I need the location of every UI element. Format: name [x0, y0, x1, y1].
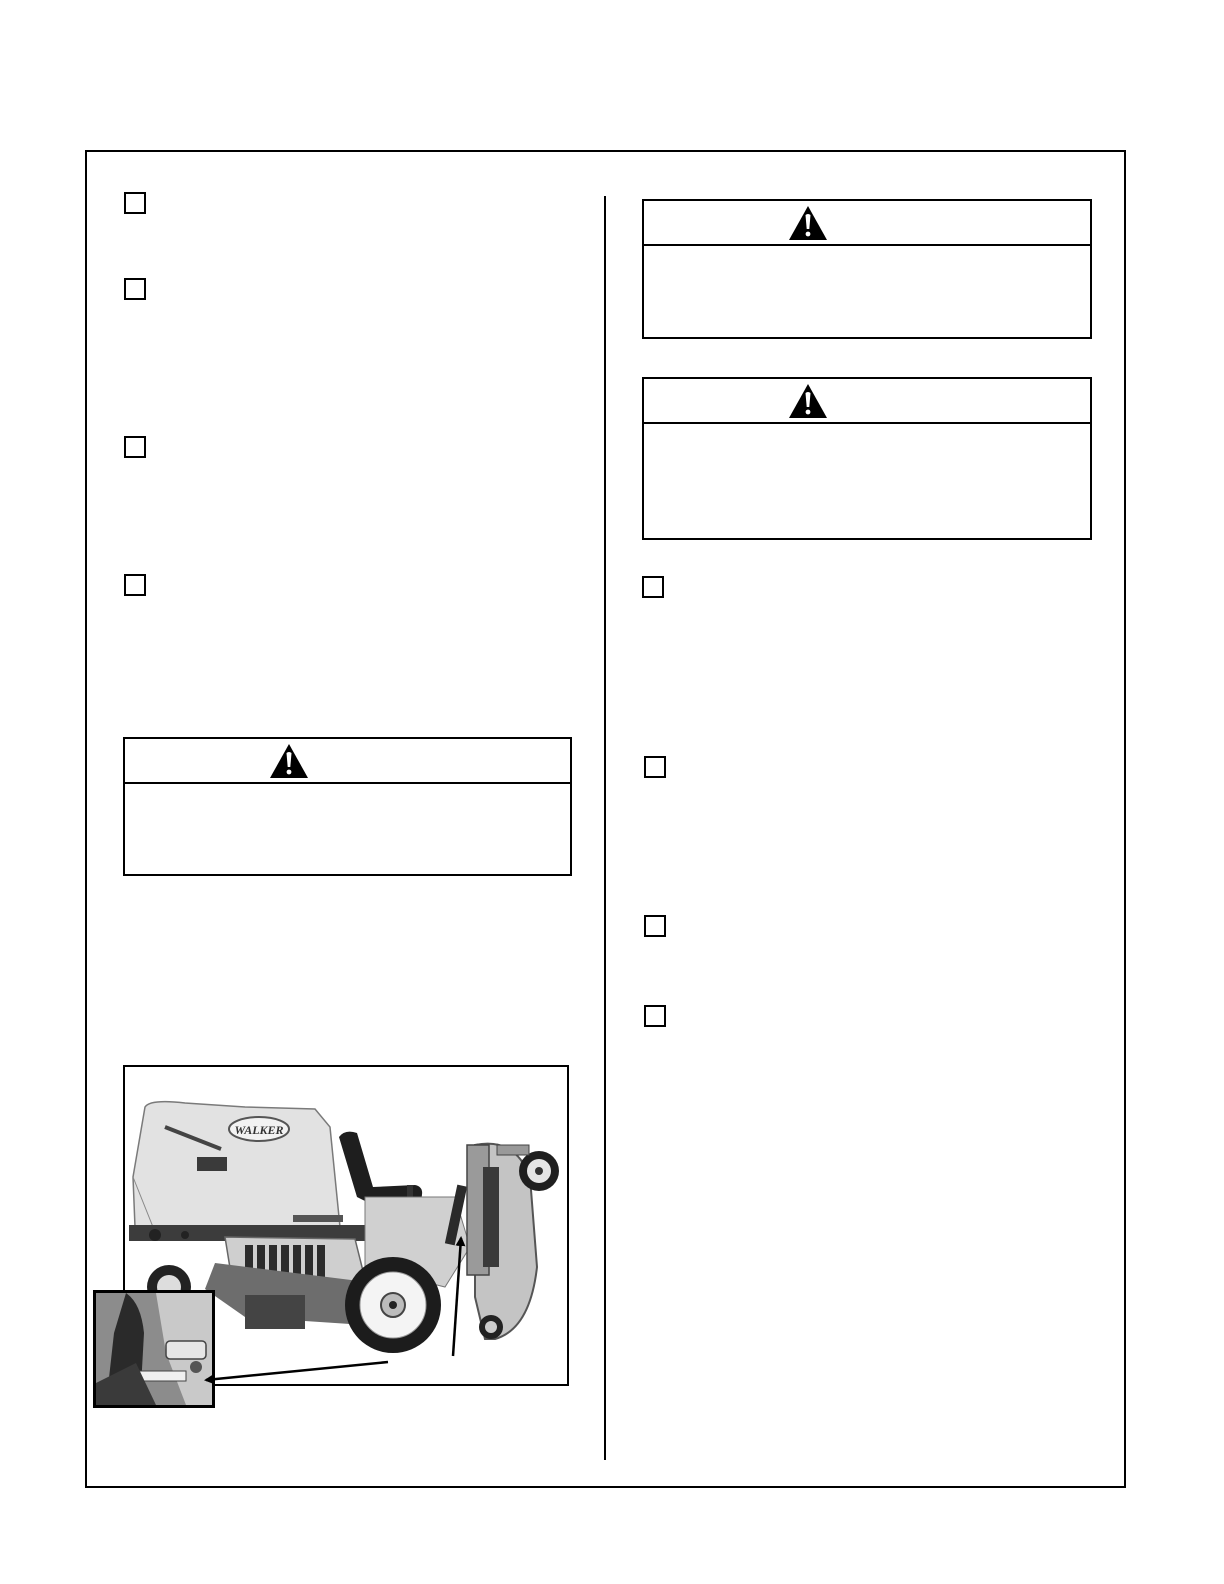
brand-logo: WALKER	[234, 1123, 284, 1137]
arrow-to-lever	[453, 1238, 461, 1356]
arrow-to-closeup	[206, 1362, 388, 1380]
